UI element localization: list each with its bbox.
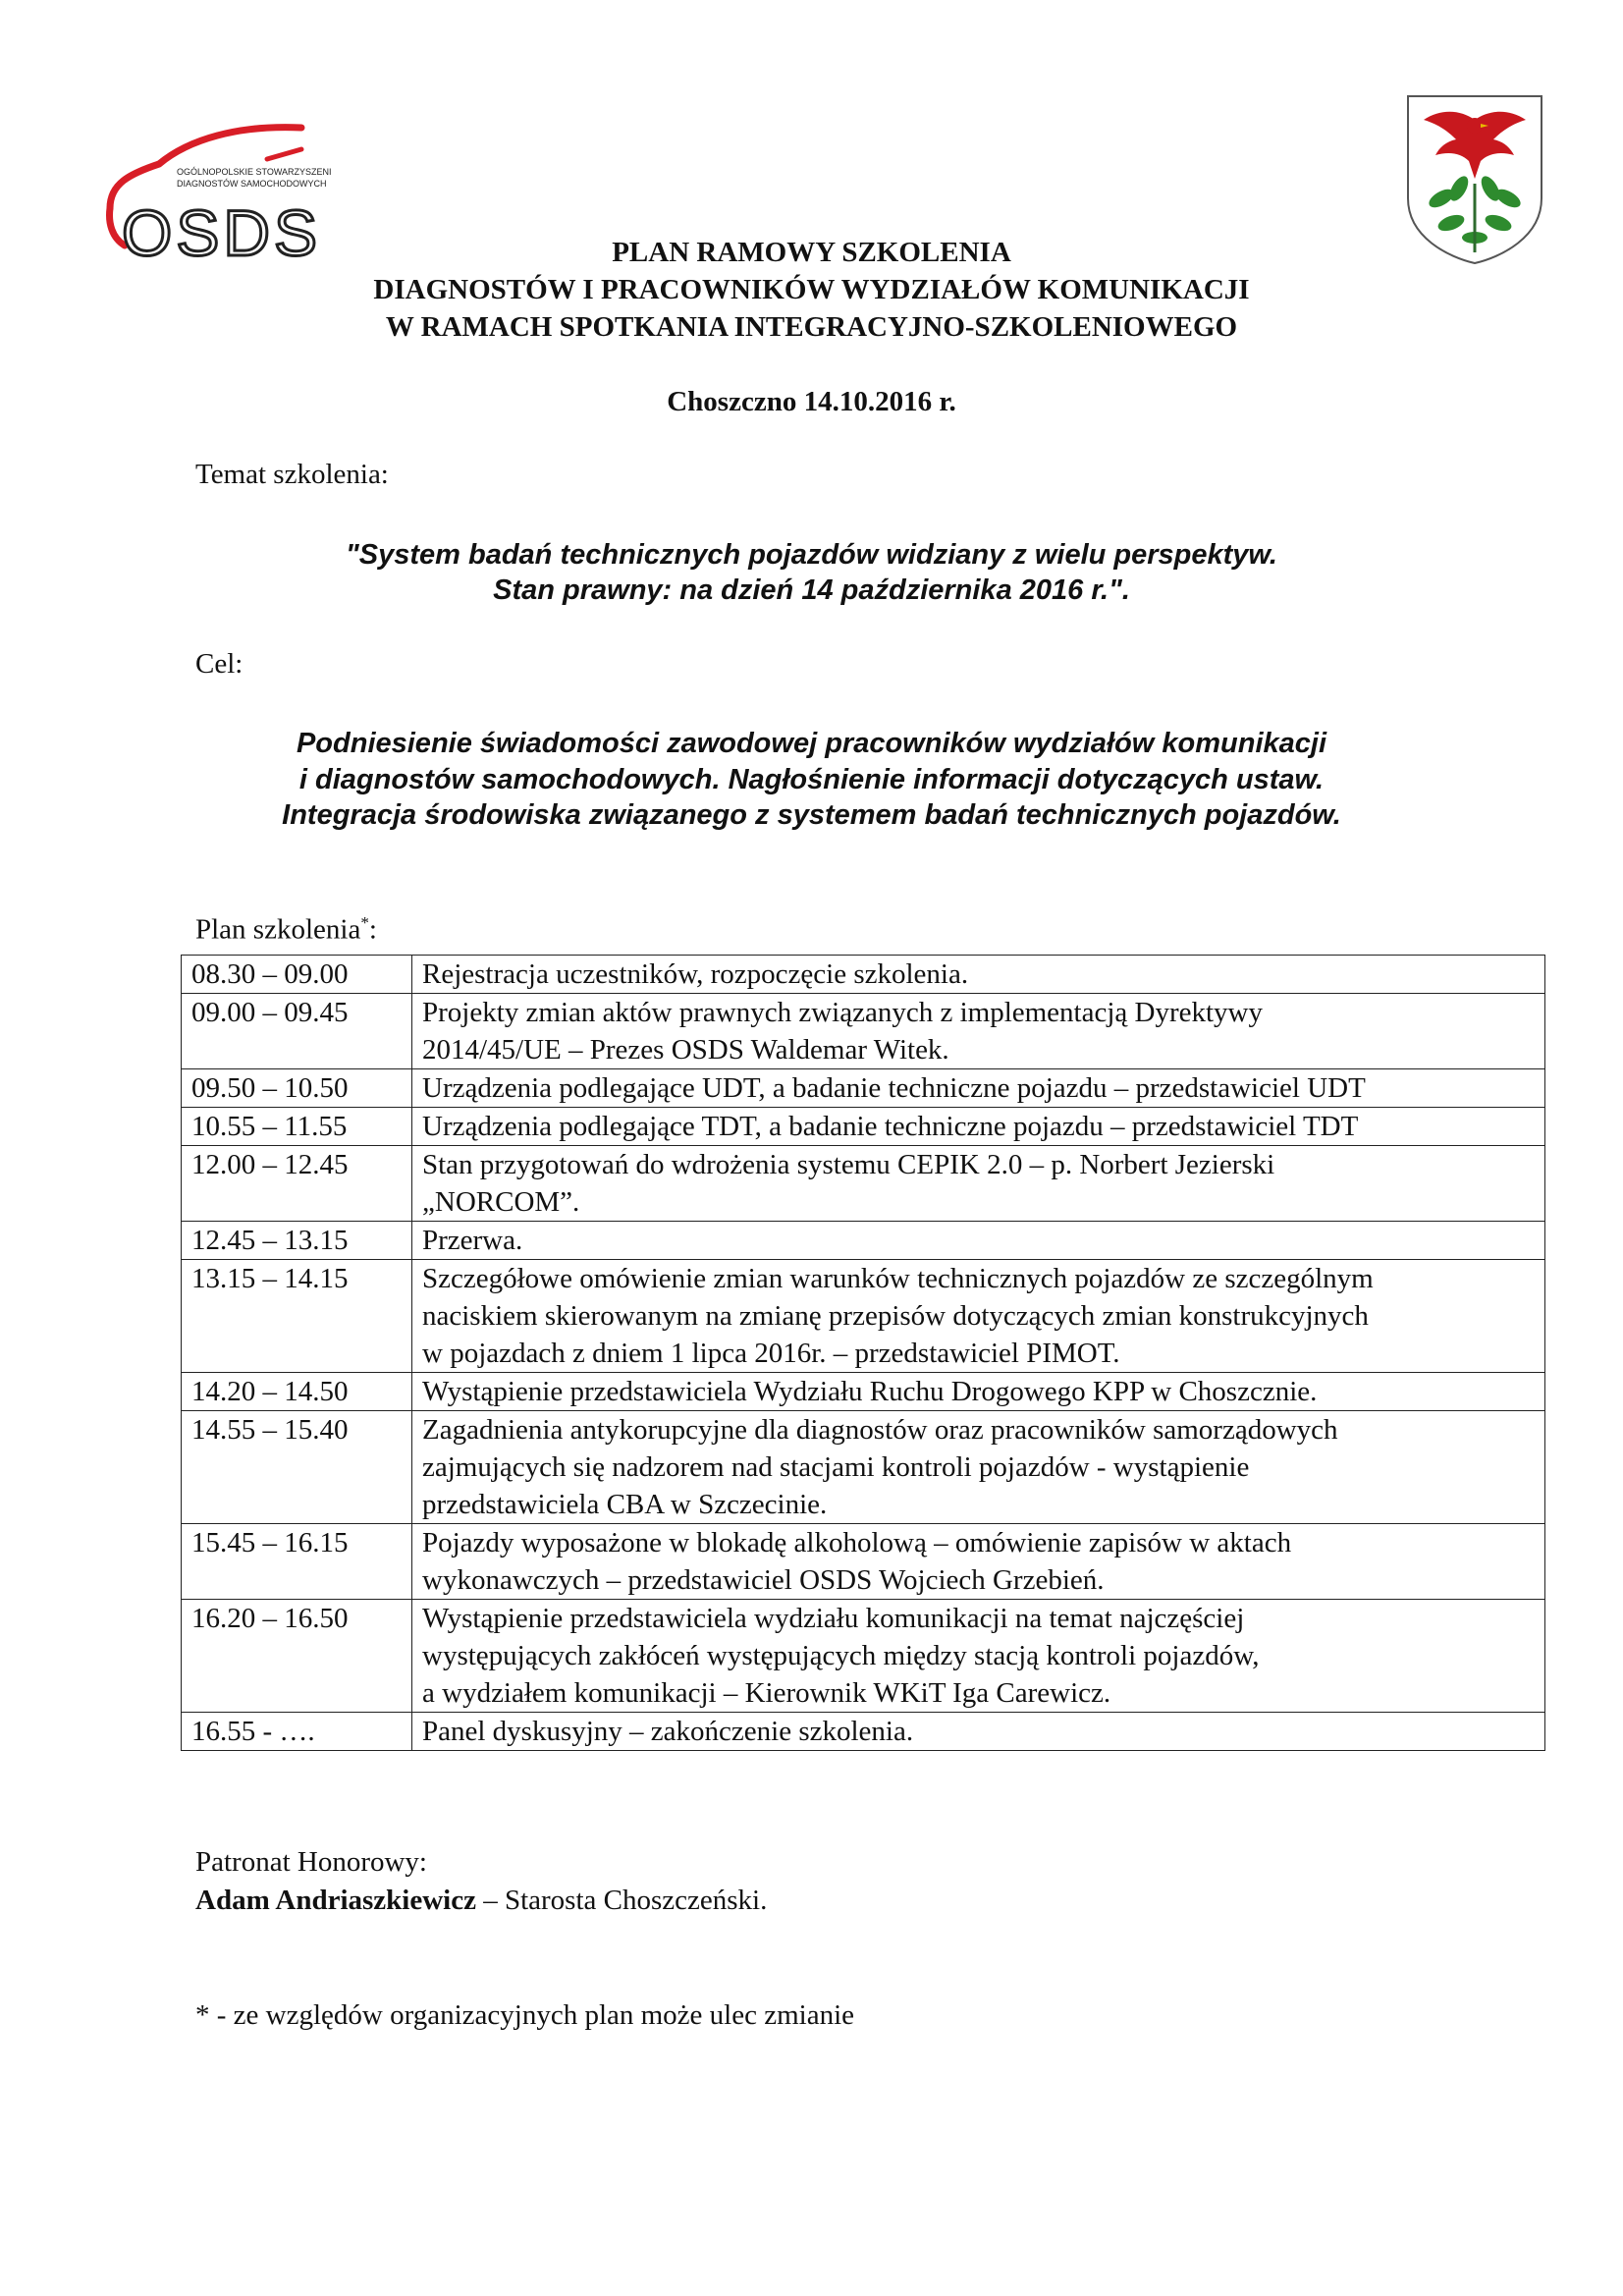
schedule-time: 10.55 – 11.55 [182,1108,412,1146]
schedule-time: 16.20 – 16.50 [182,1600,412,1713]
goal-line-3: Integracja środowiska związanego z systemem badań technicznych pojazdów. [282,799,1341,831]
patron-line [195,1885,767,1917]
plan-label [195,913,377,947]
schedule-description: Projekty zmian aktów prawnych związanych z implementacją Dyrektywy 2014/45/UE – Prezes OSDS Waldemar Witek. [412,994,1545,1069]
document-title-line-3: W RAMACH SPOTKANIA INTEGRACYJNO-SZKOLENIOWEGO [385,311,1238,343]
schedule-description: Pojazdy wyposażone w blokadę alkoholową – omówienie zapisów w aktach wykonawczych – przedstawiciel OSDS Wojciech Grzebień. [412,1524,1545,1600]
schedule-row [182,1713,1545,1751]
goal-label: Cel: [195,648,243,680]
goal-line-2: i diagnostów samochodowych. Nagłośnienie informacji dotyczących ustaw. [298,764,1325,795]
schedule-row [182,1222,1545,1260]
schedule-row [182,1146,1545,1222]
patron-label: Patronat Honorowy: [195,1846,427,1878]
topic-line-1: "System badań technicznych pojazdów widziany z wielu perspektyw. [346,539,1277,571]
plan-label-footnote-mark: * [360,913,369,932]
topic-line-2: Stan prawny: na dzień 14 października 2016 r.". [493,574,1130,606]
schedule-time: 15.45 – 16.15 [182,1524,412,1600]
plan-label-colon: : [368,913,377,946]
schedule-description: Urządzenia podlegające TDT, a badanie techniczne pojazdu – przedstawiciel TDT [412,1108,1545,1146]
logo-wordmark: OSDS [122,196,322,267]
topic-label: Temat szkolenia: [195,459,389,490]
patron-role: – Starosta Choszczeński. [475,1885,768,1916]
logo-line2: DIAGNOSTÓW SAMOCHODOWYCH [177,179,327,189]
schedule-row [182,1411,1545,1524]
schedule-row [182,1524,1545,1600]
schedule-row [182,1260,1545,1373]
schedule-row [182,1600,1545,1713]
schedule-row [182,956,1545,994]
schedule-table [181,955,1545,1751]
plan-label-text: Plan szkolenia [195,913,361,946]
schedule-time: 12.45 – 13.15 [182,1222,412,1260]
schedule-description: Wystąpienie przedstawiciela Wydziału Ruchu Drogowego KPP w Choszcznie. [412,1373,1545,1411]
schedule-row [182,1069,1545,1108]
schedule-description: Zagadnienia antykorupcyjne dla diagnostów oraz pracowników samorządowych zajmujących się nadzorem nad stacjami kontroli pojazdów - wystąpienie przedstawiciela CBA w Szczecinie. [412,1411,1545,1524]
document-date: Choszczno 14.10.2016 r. [667,386,956,417]
schedule-description: Przerwa. [412,1222,1545,1260]
schedule-time: 13.15 – 14.15 [182,1260,412,1373]
schedule-description: Urządzenia podlegające UDT, a badanie techniczne pojazdu – przedstawiciel UDT [412,1069,1545,1108]
schedule-time: 12.00 – 12.45 [182,1146,412,1222]
schedule-row [182,1108,1545,1146]
schedule-time: 09.00 – 09.45 [182,994,412,1069]
schedule-time: 14.55 – 15.40 [182,1411,412,1524]
schedule-time: 16.55 - …. [182,1713,412,1751]
document-title-line-1: PLAN RAMOWY SZKOLENIA [612,237,1011,268]
schedule-row [182,1373,1545,1411]
patron-name: Adam Andriaszkiewicz [195,1885,476,1916]
goal-line-1: Podniesienie świadomości zawodowej pracowników wydziałów komunikacji [296,728,1327,759]
schedule-description: Szczegółowe omówienie zmian warunków technicznych pojazdów ze szczególnym naciskiem skierowanym na zmianę przepisów dotyczących zmian konstrukcyjnych w pojazdach z dniem 1 lipca 2016r. – przedstawiciel PIMOT. [412,1260,1545,1373]
logo-line1: OGÓLNOPOLSKIE STOWARZYSZENIE [177,167,331,177]
schedule-description: Stan przygotowań do wdrożenia systemu CEPIK 2.0 – p. Norbert Jezierski „NORCOM”. [412,1146,1545,1222]
schedule-time: 08.30 – 09.00 [182,956,412,994]
schedule-description: Wystąpienie przedstawiciela wydziału komunikacji na temat najczęściej występujących zakłóceń występujących między stacją kontroli pojazdów, a wydziałem komunikacji – Kierownik WKiT Iga Carewicz. [412,1600,1545,1713]
footnote: * - ze względów organizacyjnych plan może ulec zmianie [195,1999,855,2031]
schedule-time: 09.50 – 10.50 [182,1069,412,1108]
schedule-description: Panel dyskusyjny – zakończenie szkolenia. [412,1713,1545,1751]
document-title-line-2: DIAGNOSTÓW I PRACOWNIKÓW WYDZIAŁÓW KOMUNIKACJI [373,274,1250,305]
schedule-description: Rejestracja uczestników, rozpoczęcie szkolenia. [412,956,1545,994]
schedule-row [182,994,1545,1069]
schedule-time: 14.20 – 14.50 [182,1373,412,1411]
